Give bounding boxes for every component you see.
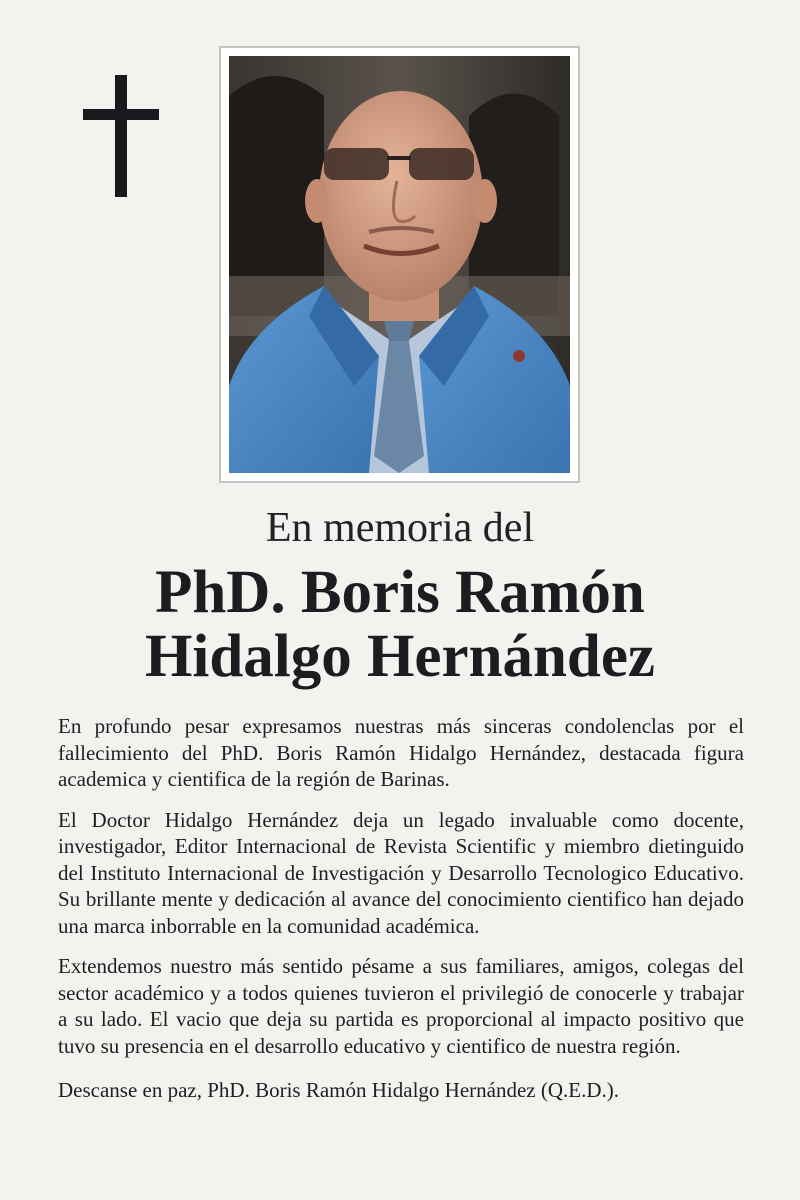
name-line-1: PhD. Boris Ramón	[155, 559, 645, 626]
portrait-frame	[219, 46, 580, 483]
paragraph-sympathy: Extendemos nuestro más sentido pésame a sus familiares, amigos, colegas del sector académico y a todos quienes tuvieron el privilegió de conocerle y trabajar a su lado. El vacio que deja su partida es proporcional al impacto positivo que tuvo su presencia en el desarrollo educativo y cientifico de nuestra región.	[58, 954, 744, 1058]
closing-line: Descanse en paz, PhD. Boris Ramón Hidalgo Hernández (Q.E.D.).	[58, 1078, 620, 1102]
cross-icon	[83, 75, 159, 197]
obituary-text	[58, 713, 744, 1118]
paragraph-condolences: En profundo pesar expresamos nuestras más sinceras condolenclas por el fallecimiento del PhD. Boris Ramón Hidalgo Hernández, destacada figura academica y cientifica de la región de Barinas.	[58, 714, 744, 791]
paragraph-legacy: El Doctor Hidalgo Hernández deja un legado invaluable como docente, investigador, Editor Internacional de Revista Scientific y miembro dietinguido del Instituto Internacional de Investigación y Desarrollo Tecnologico Educativo. Su brillante mente y dedicación al avance del conocimiento cientifico han dejado una marca inborrable en la comunidad académica.	[58, 807, 744, 938]
portrait-photo	[229, 56, 570, 473]
name-line-2: Hidalgo Hernández	[144, 623, 656, 690]
heading	[0, 503, 800, 689]
subtitle: En memoria del	[265, 505, 535, 551]
deceased-name	[0, 561, 800, 689]
